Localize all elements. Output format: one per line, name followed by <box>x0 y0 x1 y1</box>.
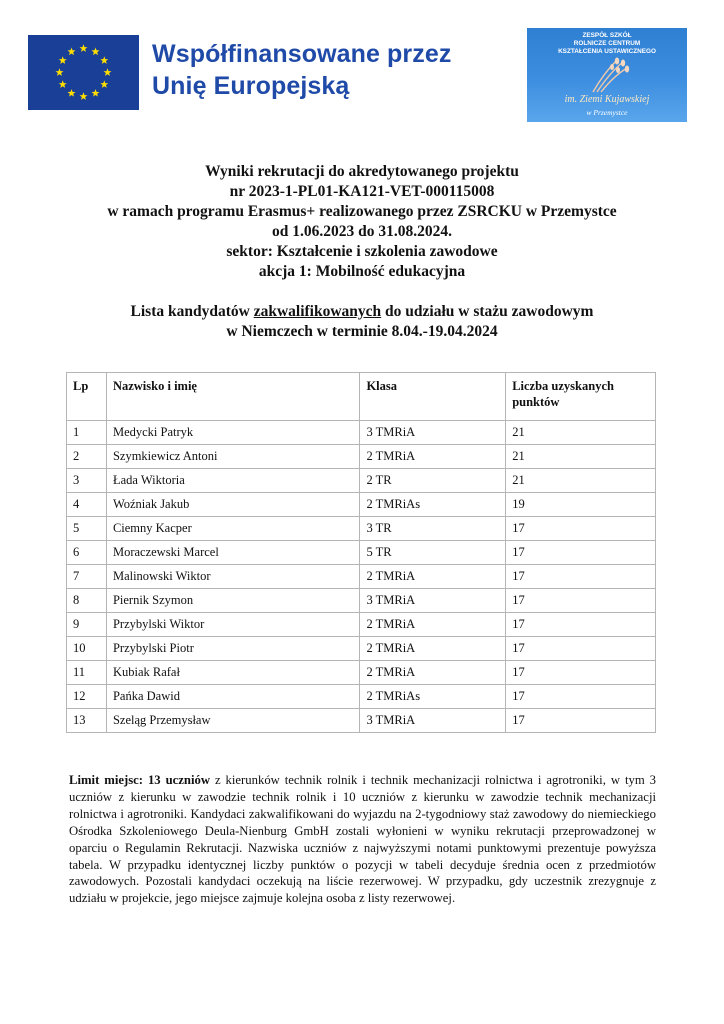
table-row <box>67 709 656 733</box>
table-row <box>67 517 656 541</box>
cell-lp: 11 <box>67 661 107 685</box>
cell-points: 17 <box>506 709 656 733</box>
list-title-line2: w Niemczech w terminie 8.04.-19.04.2024 <box>226 323 498 340</box>
eu-star-icon <box>104 68 112 76</box>
eu-star-icon <box>92 48 100 56</box>
cell-name: Woźniak Jakub <box>106 493 360 517</box>
cell-points: 17 <box>506 613 656 637</box>
cell-lp: 13 <box>67 709 107 733</box>
title-line2: nr 2023-1-PL01-KA121-VET-000115008 <box>229 183 495 200</box>
cell-points: 17 <box>506 661 656 685</box>
cell-lp: 6 <box>67 541 107 565</box>
title-line6: akcja 1: Mobilność edukacyjna <box>258 263 466 280</box>
recruitment-note-text <box>69 772 656 907</box>
cell-lp: 10 <box>67 637 107 661</box>
cell-lp: 9 <box>67 613 107 637</box>
school-logo-cursive: im. Ziemi Kujawskiej <box>564 94 650 105</box>
eu-star-icon <box>68 89 76 97</box>
table-row <box>67 613 656 637</box>
eu-text-line1: Współfinansowane przez <box>152 40 452 68</box>
cell-lp: 8 <box>67 589 107 613</box>
cell-points: 21 <box>506 445 656 469</box>
school-logo-line3: KSZTAŁCENIA USTAWICZNEGO <box>558 48 656 55</box>
school-logo-line1: ZESPÓŁ SZKÓŁ <box>582 32 632 39</box>
table-row <box>67 445 656 469</box>
title-line3: w ramach programu Erasmus+ realizowanego przez ZSRCKU w Przemystce <box>107 203 617 220</box>
list-title-post: do udziału w stażu zawodowym <box>381 303 594 320</box>
school-logo-location: w Przemystce <box>586 108 628 117</box>
cell-name: Piernik Szymon <box>106 589 360 613</box>
eu-cofinancing-text <box>152 38 451 102</box>
cell-points: 17 <box>506 637 656 661</box>
cell-name: Szymkiewicz Antoni <box>106 445 360 469</box>
cell-name: Ciemny Kacper <box>106 517 360 541</box>
document-title <box>0 162 724 282</box>
eu-star-icon <box>68 48 76 56</box>
cell-points: 19 <box>506 493 656 517</box>
cell-class: 2 TMRiA <box>360 565 506 589</box>
list-title-underlined: zakwalifikowanych <box>253 303 382 320</box>
eu-flag-logo <box>28 35 139 110</box>
eu-star-icon <box>59 80 67 88</box>
cell-class: 3 TMRiA <box>360 421 506 445</box>
cell-class: 5 TR <box>360 541 506 565</box>
eu-star-icon <box>80 44 88 52</box>
cell-class: 3 TMRiA <box>360 589 506 613</box>
table-row <box>67 685 656 709</box>
cell-class: 2 TMRiA <box>360 445 506 469</box>
table-row <box>67 589 656 613</box>
cell-points: 17 <box>506 541 656 565</box>
cell-name: Malinowski Wiktor <box>106 565 360 589</box>
cell-class: 3 TR <box>360 517 506 541</box>
title-line1: Wyniki rekrutacji do akredytowanego projektu <box>205 163 519 180</box>
school-logo-heading <box>527 32 687 56</box>
eu-star-icon <box>59 56 67 64</box>
cell-lp: 1 <box>67 421 107 445</box>
cell-points: 17 <box>506 565 656 589</box>
table-row <box>67 421 656 445</box>
list-title <box>0 302 724 342</box>
cell-points: 17 <box>506 685 656 709</box>
cell-lp: 12 <box>67 685 107 709</box>
school-logo-line2: ROLNICZE CENTRUM <box>573 40 641 47</box>
cell-points: 17 <box>506 589 656 613</box>
table-header-row <box>67 373 656 421</box>
table-row <box>67 469 656 493</box>
eu-stars-icon <box>28 35 139 110</box>
cell-class: 2 TMRiAs <box>360 493 506 517</box>
cell-lp: 7 <box>67 565 107 589</box>
note-body: z kierunków technik rolnik i technik mechanizacji rolnictwa i agrotroniki, w tym 3 uczniów z kierunku w zawodzie technik rolnik i 10 uczniów z kierunku w zawodzie technik mechanizacji rolnictwa i agrotroniki. Kandydaci zakwalifikowani do wyjazdu na 2-tygodniowy staż zawodowy do niemieckiego Ośrodka Szkoleniowego Deula-Nienburg GmbH zostali wyłonieni w wyniku rekrutacji przeprowadzonej w oparciu o Regulamin Rekrutacji. Nazwiska uczniów z najwyższymi notami punktowymi prezentuje powyższa tabela. W przypadku identycznej liczby punktów o pozycji w tabeli decyduje średnia ocen z przedmiotów zawodowych. Pozostali kandydaci oczekują na liście rezerwowej. W przypadku, gdy uczestnik zrezygnuje z udziału w projekcie, jego miejsce zajmuje kolejna osoba z listy rezerwowej. <box>69 773 656 906</box>
list-title-pre: Lista kandydatów <box>130 303 254 320</box>
cell-name: Szeląg Przemysław <box>106 709 360 733</box>
eu-text-line2: Unię Europejską <box>152 72 350 100</box>
cell-name: Przybylski Piotr <box>106 637 360 661</box>
eu-star-icon <box>92 89 100 97</box>
title-line4: od 1.06.2023 do 31.08.2024. <box>272 223 452 240</box>
cell-lp: 3 <box>67 469 107 493</box>
table-row <box>67 541 656 565</box>
eu-star-icon <box>56 68 64 76</box>
cell-class: 2 TR <box>360 469 506 493</box>
cell-class: 2 TMRiA <box>360 637 506 661</box>
cell-name: Medycki Patryk <box>106 421 360 445</box>
cell-class: 2 TMRiA <box>360 613 506 637</box>
header-points: Liczba uzyskanych punktów <box>506 373 656 421</box>
cell-class: 2 TMRiA <box>360 661 506 685</box>
table-row <box>67 637 656 661</box>
table-row <box>67 565 656 589</box>
cell-points: 21 <box>506 469 656 493</box>
cell-lp: 2 <box>67 445 107 469</box>
cell-lp: 4 <box>67 493 107 517</box>
table-row <box>67 493 656 517</box>
cell-name: Pańka Dawid <box>106 685 360 709</box>
list-title-line1 <box>0 302 724 322</box>
cell-name: Przybylski Wiktor <box>106 613 360 637</box>
eu-star-icon <box>100 56 108 64</box>
recruitment-note <box>69 772 656 907</box>
cell-name: Kubiak Rafał <box>106 661 360 685</box>
header-lp: Lp <box>67 373 107 421</box>
eu-star-icon <box>100 80 108 88</box>
cell-class: 3 TMRiA <box>360 709 506 733</box>
cell-points: 17 <box>506 517 656 541</box>
cell-name: Łada Wiktoria <box>106 469 360 493</box>
cell-lp: 5 <box>67 517 107 541</box>
cell-class: 2 TMRiAs <box>360 685 506 709</box>
header-name: Nazwisko i imię <box>106 373 360 421</box>
cell-points: 21 <box>506 421 656 445</box>
limit-lead: Limit miejsc: 13 uczniów <box>69 773 211 787</box>
header-class: Klasa <box>360 373 506 421</box>
eu-star-icon <box>80 92 88 100</box>
title-line5: sektor: Kształcenie i szkolenia zawodowe <box>226 243 498 260</box>
school-logo <box>527 28 687 122</box>
wheat-icon <box>587 56 631 94</box>
table-row <box>67 661 656 685</box>
results-table <box>66 372 656 733</box>
cell-name: Moraczewski Marcel <box>106 541 360 565</box>
